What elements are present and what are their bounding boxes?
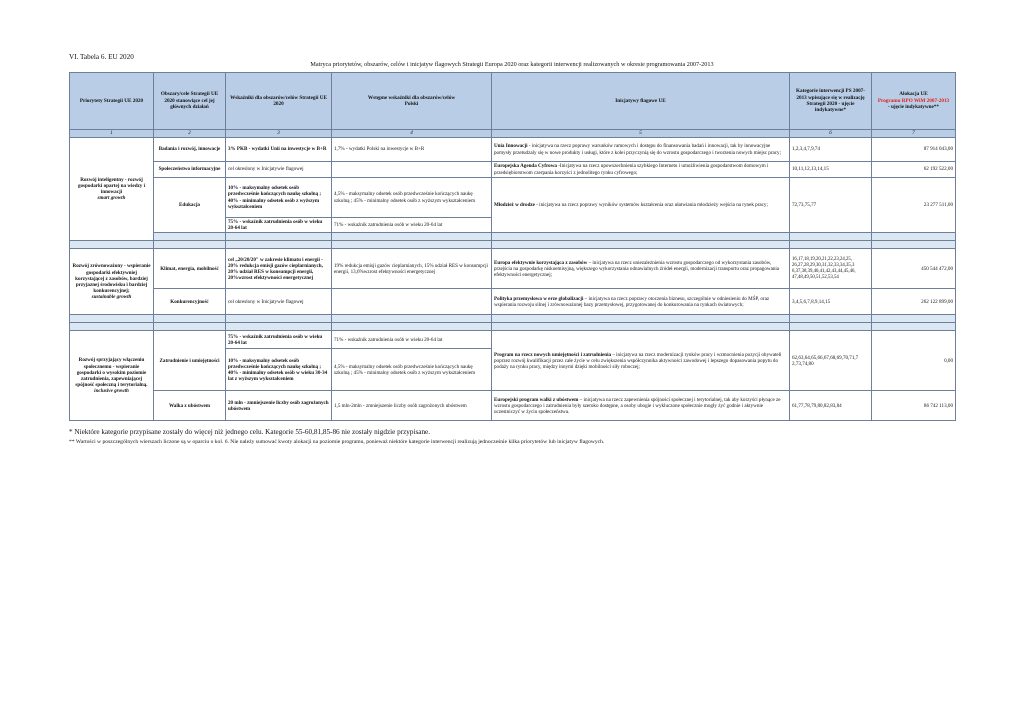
table-row: [70, 391, 956, 421]
initiative-title: Europa efektywnie korzystająca z zasobów: [494, 259, 588, 266]
area-cell: Klimat, energia, mobilność: [154, 249, 226, 289]
allocation-cell: 62 192 522,00: [872, 162, 956, 178]
pl-indicator-cell: [332, 162, 492, 178]
area-cell: Zatrudnienie i umiejętności: [154, 331, 226, 391]
footnotes: [69, 428, 604, 445]
initiative-cell: [492, 249, 790, 289]
col-number: 7: [872, 130, 956, 138]
table-row: [70, 178, 956, 218]
initiative-text: - inicjatywa na rzecz poprawy warunków ramowych i dostępu do finansowania badań i innowacji, tak by innowacyjne pomysły przetudzaly się w nowe produkty i usługi, które z kolei przyczynią się do wzrostu gospodarczego i tworzenia nowych miejsc pracy;: [494, 143, 782, 156]
eu-indicator-part: 40% - minimalny odsetek osób z wyższym wykształceniem: [228, 197, 320, 210]
spacer-row: [70, 315, 956, 323]
header-priorities: Priorytety Strategii UE 2020: [70, 73, 154, 130]
area-cell: Badania i rozwój, innowacje: [154, 138, 226, 162]
initiative-cell: [492, 391, 790, 421]
eu-indicator-cell: cel „20/20/20" w zakresie klimatu i energii - 20% redukcja emisji gazów cieplarnianych, 20% udział RES w konsumpcji energii, 20%wzrost efektywności energetycznej: [226, 249, 332, 289]
allocation-cell: 450 544 472,00: [872, 249, 956, 289]
pl-indicator-cell: 1,7% - wydatki Polski na inwestycje w B+R: [332, 138, 492, 162]
table-row: [70, 138, 956, 162]
initiative-text: – inicjatywa na rzecz uniezależnienia wzrostu gospodarczego od wykorzystania zasobów, przejścia na gospodarkę niskoemisyjną, większego wykorzystania odnawialnych źródeł energii, modernizacji transportu oraz propagowania efektywności energetycznej;: [494, 259, 780, 278]
priority-smart-growth: [70, 138, 154, 241]
page-label: VI. Tabela 6. EU 2020: [69, 53, 134, 61]
pl-indicator-cell: [332, 289, 492, 315]
categories-cell: 61,77,78,79,80,82,83,84: [790, 391, 872, 421]
pl-indicator-cell: 4,5% - maksymalny odsetek osób przedwcześnie kończących naukę szkolną ; 45% - minimalny odsetek osób z wyższym wykształceniem: [332, 349, 492, 391]
header-allocation-line3: - ujęcie indykatywne**: [887, 104, 939, 111]
eu-indicator-cell: cel okreslony w Inicjatywie flagowej: [226, 162, 332, 178]
initiative-cell: [492, 162, 790, 178]
categories-cell: 72,73,75,77: [790, 178, 872, 233]
priority-name: Rozwój zrównoważony - wspieranie gospodarki efektywniej korzystającej z zasobów, bardziej przyjaznej środowisku i bardziej konkurencyjnej;: [72, 263, 151, 295]
priority-name: Rozwój inteligentny - rozwój gospodarki opartej na wiedzy i innowacji: [77, 176, 146, 196]
table-row: [70, 162, 956, 178]
eu-indicator-cell: [226, 178, 332, 218]
footnote-allocation: ** Wartości w poszczególnych wierszach liczone są w oparciu o kol. 6. Nie należy sumować kwoty alokacji na poziomie programu, ponieważ niektóre kategorie interwencji realizują jednocześnie kilka priorytetów lub inicjatyw flagowych.: [69, 439, 605, 445]
categories-cell: 10,11,12,13,14,15: [790, 162, 872, 178]
eu-indicator-cell: 3% PKB - wydatki Unii na inwestycje w B+R: [226, 138, 332, 162]
table-row: [70, 331, 956, 349]
col-number: 1: [70, 130, 154, 138]
allocation-cell: 86 742 113,00: [872, 391, 956, 421]
initiative-title: Program na rzecz nowych umiejętności i zatrudnienia: [494, 351, 612, 358]
initiative-title: Europejska Agenda Cyfrowa: [494, 163, 557, 170]
col-number: 5: [492, 130, 790, 138]
categories-cell: 1,2,3,4,7,9,74: [790, 138, 872, 162]
initiative-title: Polityka przemysłowa w erze globalizacji: [494, 295, 584, 302]
header-categories: Kategorie interwencji PS 2007-2013 wpisujące się w realizację Strategii 2020 - ujęcie indykatywne*: [790, 73, 872, 130]
header-allocation-line2: Programu RPO WiM 2007-2013: [877, 97, 950, 104]
area-cell: Walka z ubóstwem: [154, 391, 226, 421]
categories-cell: 16,17,18,19,20,21,22,23,24,25, 26,27,28,29,30,31,32,33,34,35,3 6,37,38,39,40,41,42,43,44,45,46, 47,48,49,50,51,52,53,54: [790, 249, 872, 289]
priority-english: inclusive growth: [94, 388, 129, 395]
table-row: [70, 249, 956, 289]
allocation-cell: 23 277 511,00: [872, 178, 956, 233]
initiative-text: – inicjatywa na rzecz poprawy otoczenia biznesu, szczególnie w odniesieniu do MŚP, oraz wspierania rozwoju silnej i zrównoważonej bazy przemysłowej, przygotowanej do konkurowania na rynkach światowych;: [494, 295, 770, 308]
initiative-cell: [492, 178, 790, 233]
eu-indicator-cell: 75% - wskaźnik zatrudnienia osób w wieku 20-64 lat: [226, 218, 332, 233]
col-number: 4: [332, 130, 492, 138]
pl-indicator-cell: 4,5% - maksymalny odsetek osób przedwcześnie kończących naukę szkolną ; 45% - minimalny odsetek osób z wyższym wykształceniem: [332, 178, 492, 218]
column-number-row: [70, 130, 956, 138]
initiative-cell: [492, 138, 790, 162]
pl-indicator-cell: 19% redukcja emisji gazów cieplarnianych, 15% udział RES w konsumpcji energii, 13,6%wzrost efektywności energetycznej: [332, 249, 492, 289]
pl-indicator-cell: 71% - wskaźnik zatrudnienia osób w wieku 20-64 lat: [332, 331, 492, 349]
table-row: [70, 289, 956, 315]
header-flagship-initiatives: Inicjatywy flagowe UE: [492, 73, 790, 130]
header-areas: Obszary/cele Strategii UE 2020 stanowiące cel jej głównych działań: [154, 73, 226, 130]
allocation-cell: 262 122 899,00: [872, 289, 956, 315]
area-cell: Społeczeństwo informacyjne: [154, 162, 226, 178]
header-eu-indicators: Wskaźniki dla obszarów/celów Strategii UE 2020: [226, 73, 332, 130]
eu-indicator-part: 10% - maksymalny odsetek osób przedwcześnie kończących naukę szkolną ;: [228, 185, 322, 198]
eu-indicator-cell: 10% - maksymalny odsetek osób przedwcześnie kończących naukę szkolną ; 40% - minimalny odsetek osób w wieku 30-34 lat z wyższym wykształceniem: [226, 349, 332, 391]
header-pl-indicators-line2: Polski: [404, 101, 419, 107]
priority-english: sustainable growth: [91, 294, 132, 301]
allocation-cell: 87 914 043,00: [872, 138, 956, 162]
header-pl-indicators-line1: Wstępne wskaźniki dla obszarów/celów: [367, 94, 456, 101]
eu-indicator-cell: cel okreslony w Inicjatywie flagowej: [226, 289, 332, 315]
initiative-text: – inicjatywa na rzecz modernizacji rynków pracy i wzmocnienia pozycji obywateli poprzez rozwój kwalifikacji przez całe życie w celu zwiększenia współczynnika aktywności zawodowej i lepszego dopasowania popytu do podaży na rynku pracy, między innymi dzięki mobilności siły roboczej;: [494, 351, 782, 370]
col-number: 2: [154, 130, 226, 138]
initiative-text: -Inicjatywa na rzecz upowszechnienia szybkiego Internetu i umożliwienia gospodarstwom domowym i przedsiębiorstwom czerpania korzyści z jednolitego rynku cyfrowego;: [494, 163, 769, 176]
strategy-matrix-table: [69, 72, 956, 421]
priority-english: smart growth: [97, 195, 126, 202]
categories-cell: 3,4,5,6,7,8,9,14,15: [790, 289, 872, 315]
spacer-row: [70, 241, 956, 249]
spacer-row: [70, 233, 956, 241]
priority-inclusive-growth: [70, 331, 154, 421]
initiative-title: Europejski program walki z ubóstwem: [494, 396, 579, 403]
header-allocation: [872, 73, 956, 130]
allocation-cell: 0,00: [872, 331, 956, 391]
categories-cell: 62,63,64,65,66,67,68,69,70,71,7 2,73,74,80: [790, 331, 872, 391]
pl-indicator-cell: 71% - wskaźnik zatrudnienia osób w wieku 20-64 lat: [332, 218, 492, 233]
initiative-cell: [492, 331, 790, 391]
footnote-categories: * Niektóre kategorie przypisane zostały do więcej niż jednego celu. Kategorie 55-60,81,85-86 nie zostały nigdzie przypisane.: [69, 428, 431, 436]
initiative-text: - inicjatywa na rzecz poprawy wyników systemów kształcenia oraz ułatwiania młodzieży wejścia na rynek pracy;: [534, 202, 768, 209]
spacer-row: [70, 323, 956, 331]
eu-indicator-cell: 20 mln - zmniejszenie liczby osób zagrożonych ubóstwem: [226, 391, 332, 421]
area-cell: Konkurencyjność: [154, 289, 226, 315]
priority-name: Rozwój sprzyjający włączeniu społecznemu - wspieranie gospodarki o wysokim poziomie zatrudnienia, zapewniającej spójność społeczną i terytorialną.: [75, 357, 148, 389]
col-number: 3: [226, 130, 332, 138]
table-caption: Matryca priorytetów, obszarów, celów i inicjatyw flagowych Strategii Europa 2020 oraz kategorii interwencji realizowanych w okresie programowania 2007-2013: [310, 61, 714, 68]
area-cell: Edukacja: [154, 178, 226, 233]
priority-sustainable-growth: [70, 249, 154, 315]
header-row: [70, 73, 956, 130]
header-pl-indicators: [332, 73, 492, 130]
pl-indicator-cell: 1,5 mln-2mln - zmniejszenie liczby osób zagrożonych ubóstwem: [332, 391, 492, 421]
col-number: 6: [790, 130, 872, 138]
initiative-title: Młodzież w drodze: [494, 202, 535, 209]
initiative-text: – inicjatywa na rzecz zapewnienia spójności społecznej i terytorialnej, tak aby korzyści płynące ze wzrostu gospodarczego i zatrudnienia były szeroko dostępne, a osoby ubogie i wykluczone społecznie mogły żyć godnie i aktywnie uczestniczyć w życiu społeczeństwa.: [494, 396, 781, 415]
header-allocation-line1: Alokacja UE: [899, 91, 928, 98]
initiative-title: Unia Innowacji: [494, 143, 528, 150]
initiative-cell: [492, 289, 790, 315]
eu-indicator-cell: 75% - wskaźnik zatrudnienia osób w wieku 20-64 lat: [226, 331, 332, 349]
